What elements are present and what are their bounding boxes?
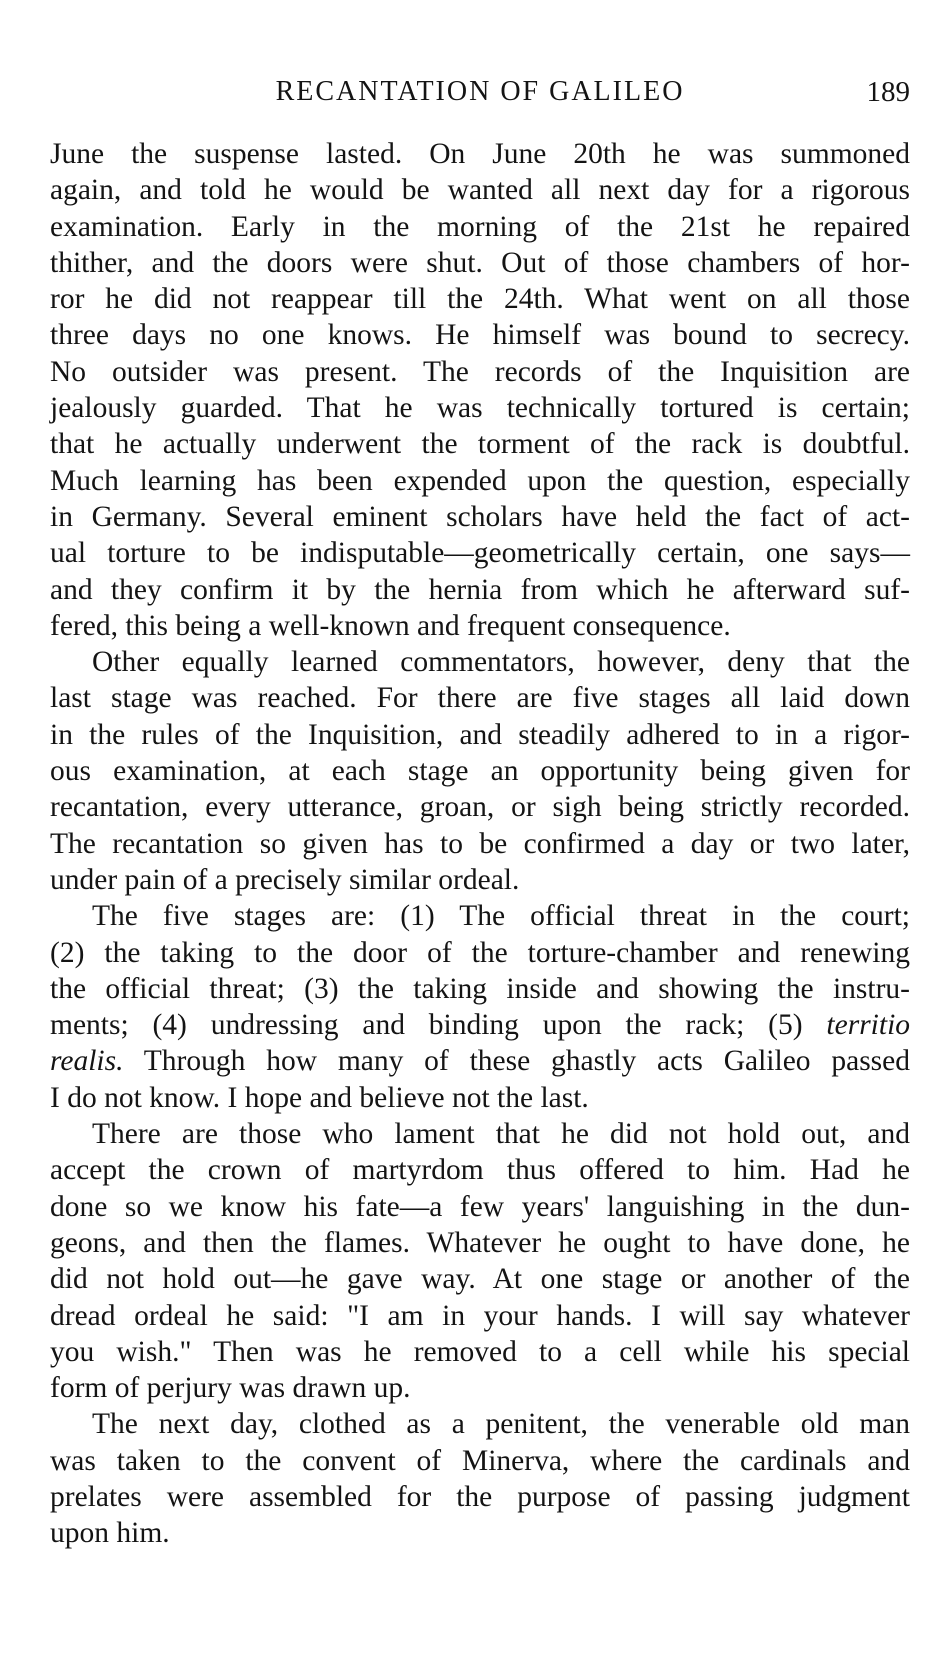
text-line — [50, 1007, 910, 1043]
text-line: ous examination, at each stage an opportunity being given for — [50, 755, 910, 788]
text-line: Much learning has been expended upon the question, especially — [50, 464, 910, 497]
paragraph-1 — [50, 136, 910, 644]
paragraph-5 — [50, 1406, 910, 1551]
text-line: June the suspense lasted. On June 20th he was summoned — [50, 138, 910, 170]
text-line: form of perjury was drawn up. — [50, 1372, 411, 1405]
paragraph-3 — [50, 898, 910, 1116]
text-line: I do not know. I hope and believe not the last. — [50, 1081, 589, 1114]
text-line: No outsider was present. The records of the Inquisition are — [50, 355, 910, 388]
text-line: The five stages are: (1) The official threat in the court; — [92, 900, 910, 933]
text-line: did not hold out—he gave way. At one stage or another of the — [50, 1263, 910, 1296]
text-line: examination. Early in the morning of the 21st he repaired — [50, 210, 910, 243]
text-line: ror he did not reappear till the 24th. What went on all those — [50, 283, 910, 316]
text-line: thither, and the doors were shut. Out of those chambers of hor- — [50, 246, 910, 279]
text-line: you wish." Then was he removed to a cell while his special — [50, 1335, 910, 1368]
text-line: The recantation so given has to be confirmed a day or two later, — [50, 827, 910, 860]
text-line: dread ordeal he said: "I am in your hands. I will say whatever — [50, 1299, 910, 1332]
text-line: prelates were assembled for the purpose of passing judgment — [50, 1480, 910, 1513]
text-line: ual torture to be indisputable—geometrically certain, one says— — [50, 537, 910, 570]
page-number: 189 — [866, 76, 910, 108]
text-line: There are those who lament that he did not hold out, and — [92, 1118, 910, 1151]
text-line: last stage was reached. For there are five stages all laid down — [50, 682, 910, 715]
text-line: again, and told he would be wanted all next day for a rigorous — [50, 174, 910, 207]
text-line: fered, this being a well-known and frequent consequence. — [50, 609, 731, 642]
body-text — [50, 136, 910, 1552]
italic-term: territio — [826, 1009, 911, 1042]
text-line: upon him. — [50, 1517, 170, 1550]
text-line: jealously guarded. That he was technically tortured is certain; — [50, 392, 910, 425]
text-line: in Germany. Several eminent scholars have held the fact of act- — [50, 500, 910, 533]
text-line: in the rules of the Inquisition, and steadily adhered to in a rigor- — [50, 718, 910, 751]
text-segment: Through how many of these ghastly acts Galileo passed — [143, 1045, 911, 1078]
running-header — [50, 72, 910, 112]
text-segment: ments; (4) undressing and binding upon the rack; (5) — [50, 1009, 803, 1042]
text-line: Other equally learned commentators, however, deny that the — [92, 646, 910, 679]
text-line: was taken to the convent of Minerva, where the cardinals and — [50, 1444, 910, 1477]
running-title: RECANTATION OF GALILEO — [275, 76, 685, 107]
text-line: under pain of a precisely similar ordeal. — [50, 863, 520, 896]
text-line — [50, 1043, 910, 1079]
text-line: that he actually underwent the torment of the rack is doubtful. — [50, 428, 910, 461]
text-line: three days no one knows. He himself was bound to secrecy. — [50, 319, 910, 352]
text-line: (2) the taking to the door of the torture-chamber and renewing — [50, 936, 910, 969]
paragraph-2 — [50, 644, 910, 898]
text-line: done so we know his fate—a few years' languishing in the dun- — [50, 1190, 910, 1223]
text-line: and they confirm it by the hernia from which he afterward suf- — [50, 573, 910, 606]
text-line: accept the crown of martyrdom thus offered to him. Had he — [50, 1154, 910, 1187]
text-line: recantation, every utterance, groan, or sigh being strictly recorded. — [50, 791, 910, 824]
text-line: geons, and then the flames. Whatever he ought to have done, he — [50, 1226, 910, 1259]
text-line: the official threat; (3) the taking inside and showing the instru- — [50, 972, 910, 1005]
text-line: The next day, clothed as a penitent, the venerable old man — [92, 1408, 910, 1441]
italic-term: realis. — [50, 1045, 124, 1078]
paragraph-4 — [50, 1116, 910, 1406]
